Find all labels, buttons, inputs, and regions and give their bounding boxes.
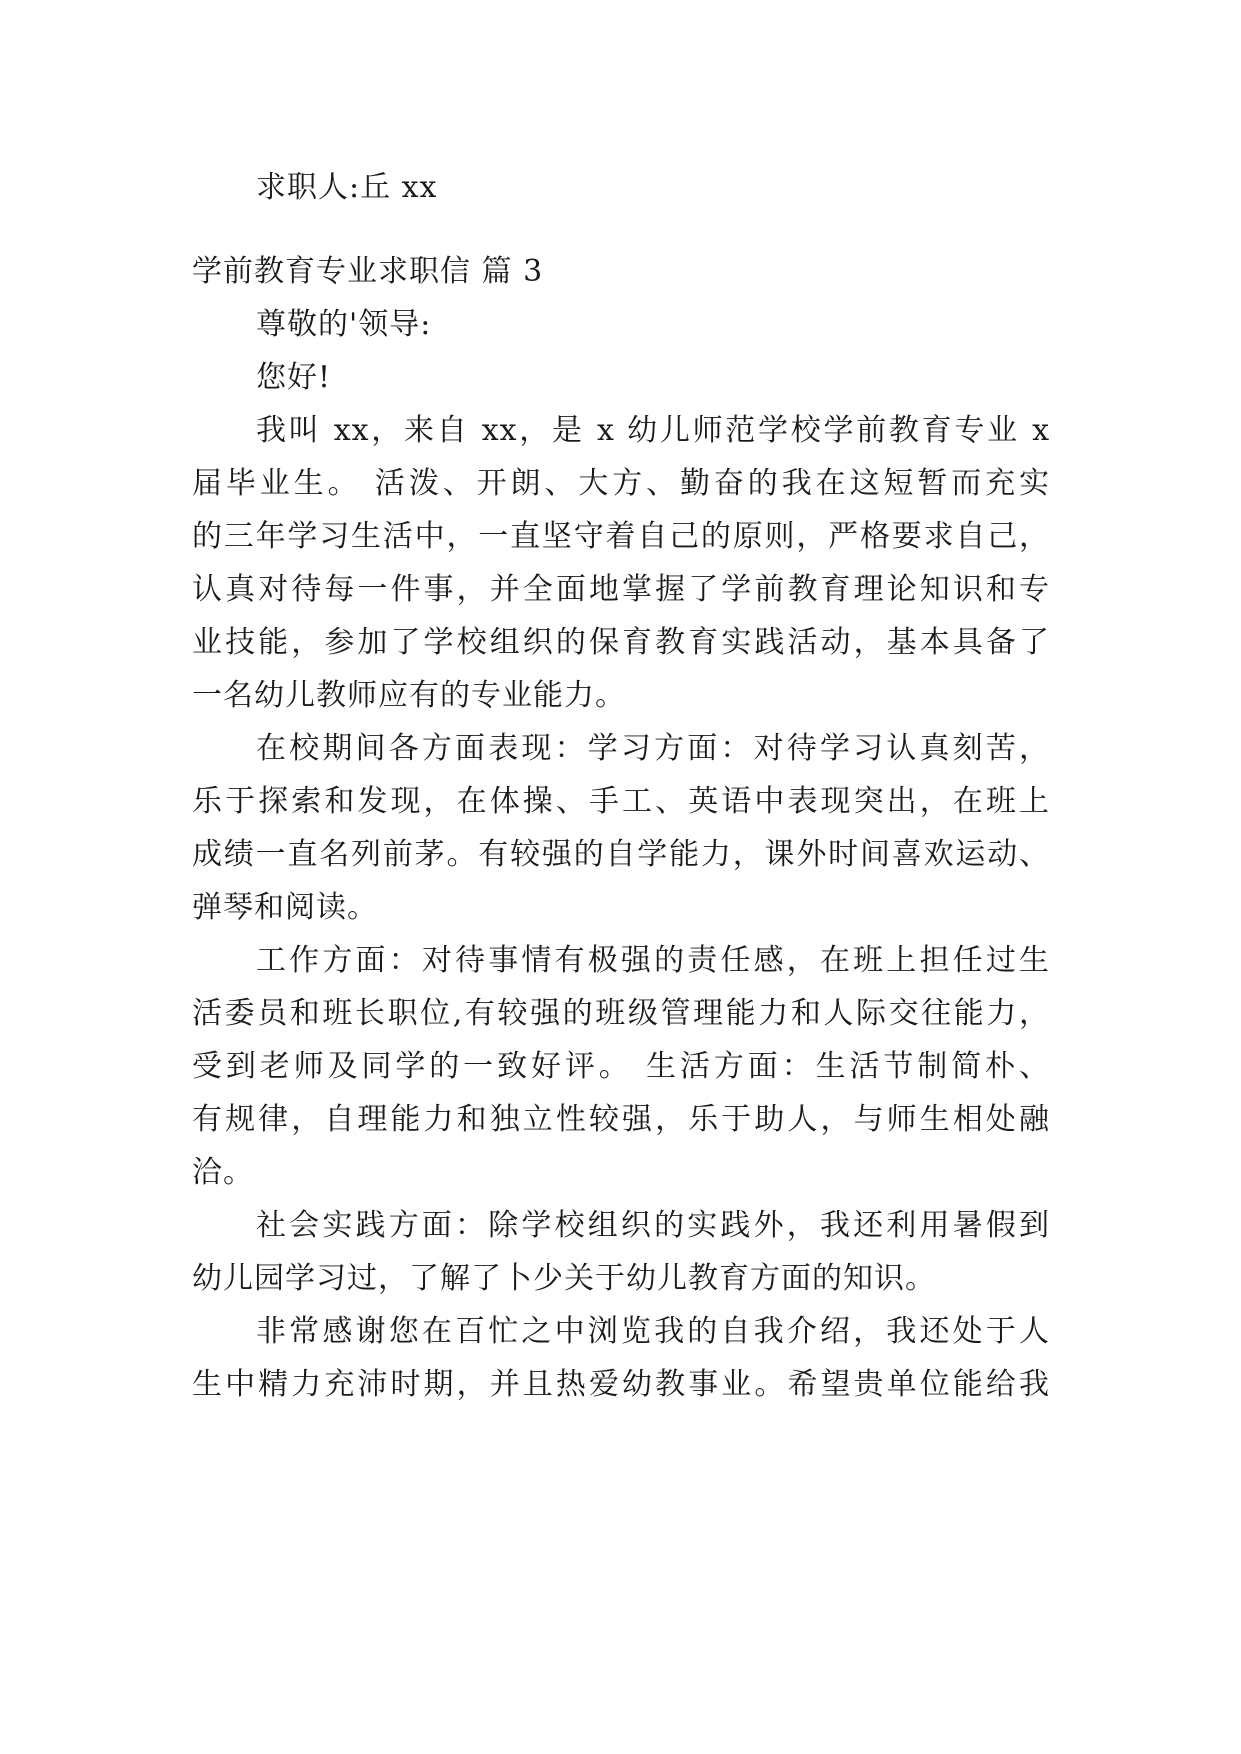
paragraph-line: 有规律，自理能力和独立性较强，乐于助人，与师生相处融 — [192, 1102, 1050, 1137]
paragraph-line: 生中精力充沛时期，并且热爱幼教事业。希望贵单位能给我 — [192, 1367, 1050, 1402]
paragraph-line: 洽。 — [192, 1155, 254, 1190]
paragraph-line: 乐于探索和发现，在体操、手工、英语中表现突出，在班上 — [192, 784, 1050, 819]
paragraph-line: 工作方面：对待事情有极强的责任感，在班上担任过生 — [256, 943, 1050, 978]
paragraph-line: 我叫 xx，来自 xx，是 x 幼儿师范学校学前教育专业 x — [256, 413, 1050, 448]
paragraph-line: 的三年学习生活中，一直坚守着自己的原则，严格要求自己， — [192, 519, 1050, 554]
paragraph-line: 弹琴和阅读。 — [192, 890, 378, 925]
paragraph-line: 成绩一直名列前茅。有较强的自学能力，课外时间喜欢运动、 — [192, 837, 1050, 872]
paragraph-line: 认真对待每一件事，并全面地掌握了学前教育理论知识和专 — [192, 572, 1050, 607]
paragraph-line: 业技能，参加了学校组织的保育教育实践活动，基本具备了 — [192, 625, 1050, 660]
paragraph-line: 幼儿园学习过，了解了卜少关于幼儿教育方面的知识。 — [192, 1261, 936, 1296]
paragraph-line: 非常感谢您在百忙之中浏览我的自我介绍，我还处于人 — [256, 1314, 1050, 1349]
paragraph-line: 在校期间各方面表现：学习方面：对待学习认真刻苦， — [256, 731, 1050, 766]
paragraph-line: 届毕业生。 活泼、开朗、大方、勤奋的我在这短暂而充实 — [192, 466, 1050, 501]
greeting: 您好! — [256, 360, 332, 395]
paragraph-line: 活委员和班长职位,有较强的班级管理能力和人际交往能力， — [192, 996, 1050, 1031]
section-heading: 学前教育专业求职信 篇 3 — [192, 254, 544, 289]
applicant-signature: 求职人:丘 xx — [256, 170, 438, 205]
paragraph-line: 受到老师及同学的一致好评。 生活方面：生活节制简朴、 — [192, 1049, 1050, 1084]
paragraph-line: 社会实践方面：除学校组织的实践外，我还利用暑假到 — [256, 1208, 1050, 1243]
paragraph-line: 一名幼儿教师应有的专业能力。 — [192, 678, 626, 713]
salutation: 尊敬的'领导: — [256, 307, 432, 342]
